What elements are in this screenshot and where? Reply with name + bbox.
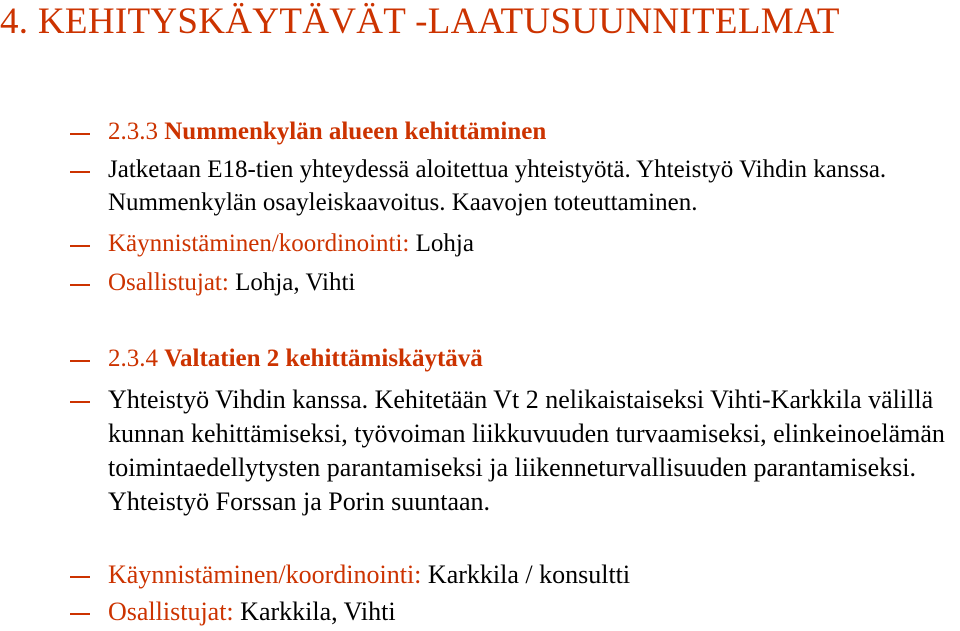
section-body-2-3-3 <box>70 153 960 219</box>
section-description: Yhteistyö Vihdin kanssa. Kehitetään Vt 2 nelikaistaiseksi Vihti-Karkkila välillä kunnan kehittämiseksi, työvoiman liikkuvuuden turvaamiseksi, elinkeinoelämän toimintaedellytysten parantamiseksi ja liikenneturvallisuuden parantamiseksi. Yhteistyö Forssan ja Porin suuntaan. <box>108 385 945 516</box>
section-title: Nummenkylän alueen kehittäminen <box>164 118 547 145</box>
participants-label: Osallistujat: <box>108 597 234 626</box>
participants-line-2-3-3 <box>70 266 960 299</box>
coordinator-label: Käynnistäminen/koordinointi: <box>108 230 410 257</box>
section-number: 2.3.3 <box>108 118 165 145</box>
section-heading-2-3-4 <box>70 342 960 375</box>
dash-bullet-icon <box>70 613 90 615</box>
coordinator-line-2-3-3 <box>70 227 960 260</box>
dash-bullet-icon <box>70 360 90 362</box>
dash-bullet-icon <box>70 171 90 173</box>
participants-value: Karkkila, Vihti <box>233 597 396 626</box>
participants-line-2-3-4 <box>70 595 960 629</box>
coordinator-line-2-3-4 <box>70 558 960 592</box>
dash-bullet-icon <box>70 401 90 403</box>
section-heading-2-3-3 <box>70 115 960 148</box>
dash-bullet-icon <box>70 284 90 286</box>
page-title: 4. KEHITYSKÄYTÄVÄT -LAATUSUUNNITELMAT <box>0 1 840 42</box>
section-body-2-3-4 <box>70 383 960 519</box>
participants-value: Lohja, Vihti <box>228 269 356 296</box>
coordinator-value: Lohja <box>409 230 474 257</box>
section-title: Valtatien 2 kehittämiskäytävä <box>164 345 483 372</box>
dash-bullet-icon <box>70 245 90 247</box>
section-description: Jatketaan E18-tien yhteydessä aloitettua yhteistyötä. Yhteistyö Vihdin kanssa. Nummenkylän osayleiskaavoitus. Kaavojen toteuttaminen. <box>108 156 887 216</box>
coordinator-label: Käynnistäminen/koordinointi: <box>108 560 422 589</box>
participants-label: Osallistujat: <box>108 269 229 296</box>
dash-bullet-icon <box>70 133 90 135</box>
coordinator-value: Karkkila / konsultti <box>421 560 631 589</box>
dash-bullet-icon <box>70 576 90 578</box>
section-number: 2.3.4 <box>108 345 165 372</box>
